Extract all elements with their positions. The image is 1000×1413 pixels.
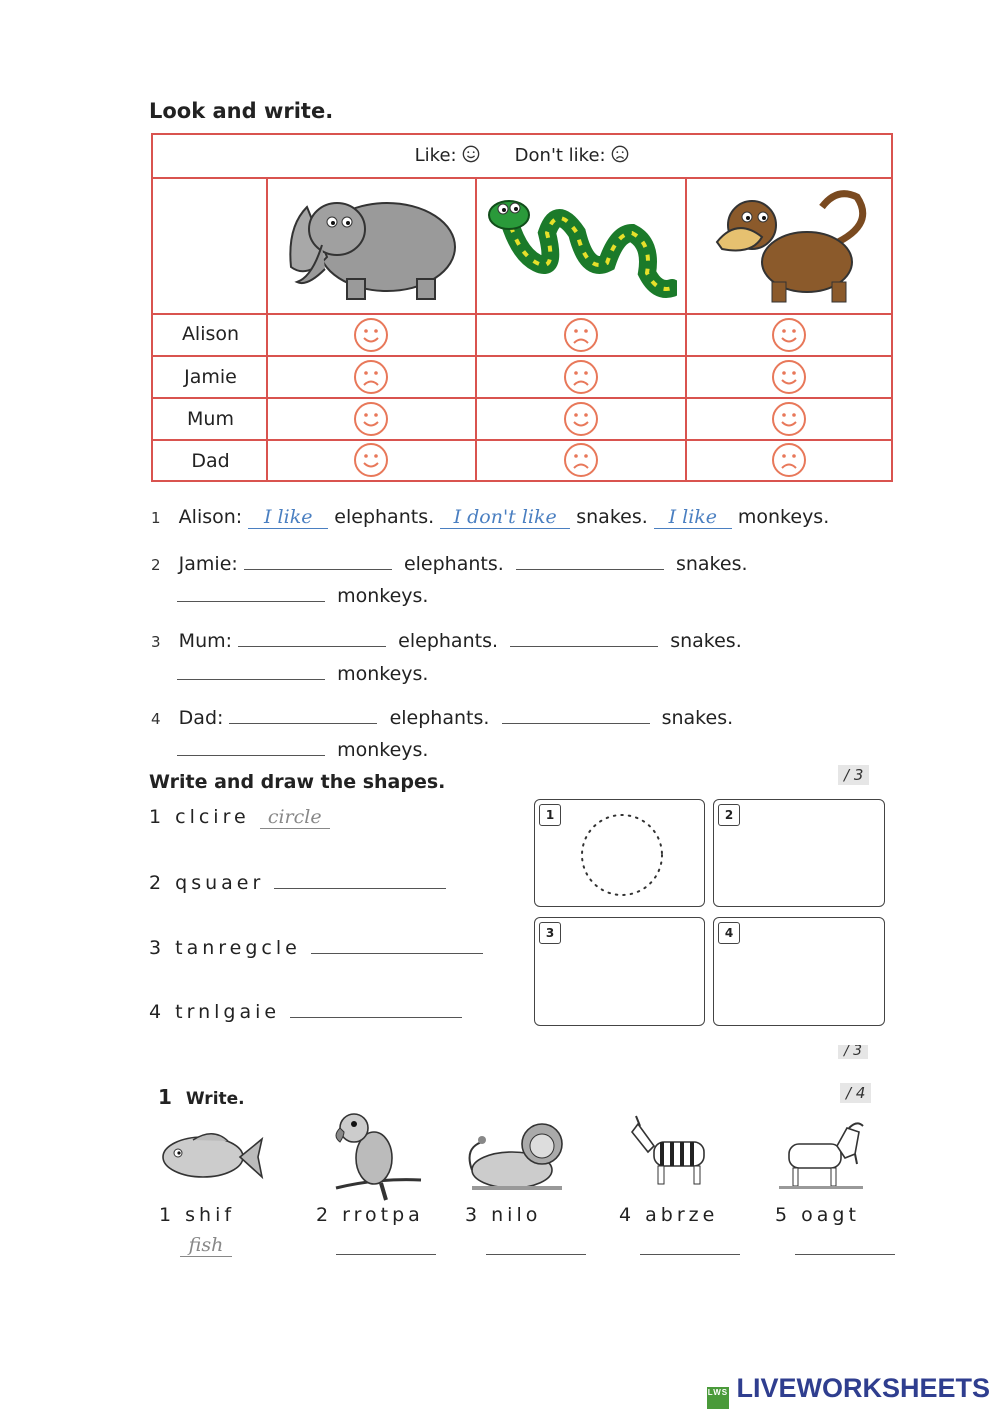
- answer-1a[interactable]: I like: [248, 506, 328, 529]
- sentence-3: 3 Mum: elephants. snakes.: [151, 630, 742, 652]
- answer-1c[interactable]: I like: [654, 506, 732, 529]
- legend-dont-like: Don't like:: [514, 145, 606, 166]
- animal-blank-5[interactable]: [795, 1236, 895, 1255]
- animal-answer-1[interactable]: fish: [180, 1234, 232, 1257]
- row-label-dad: Dad: [191, 450, 230, 472]
- sentence-2: 2 Jamie: elephants. snakes.: [151, 553, 748, 575]
- happy-face-icon: [353, 442, 389, 478]
- zebra-icon: [624, 1110, 716, 1190]
- blank-3c[interactable]: [177, 661, 325, 680]
- blank-4a[interactable]: [229, 705, 377, 724]
- sentence-4-cont: monkeys.: [177, 737, 428, 761]
- shape-blank-4[interactable]: [290, 999, 462, 1018]
- animal-blank-2[interactable]: [336, 1236, 436, 1255]
- answer-1b[interactable]: I don't like: [440, 506, 570, 529]
- animal-item-5: 5 oagt: [775, 1204, 860, 1226]
- sentence-2-cont: monkeys.: [177, 583, 428, 607]
- smiley-icon: [462, 145, 480, 163]
- liveworksheets-logo: LWS LIVEWORKSHEETS: [707, 1373, 990, 1409]
- monkey-icon: [707, 187, 877, 307]
- sentence-1: 1 Alison: I like elephants. I don't like snakes. I like monkeys.: [151, 506, 830, 528]
- sentence-3-cont: monkeys.: [177, 661, 428, 685]
- score-section1: / 3: [838, 765, 869, 785]
- blank-2c[interactable]: [177, 583, 325, 602]
- blank-2a[interactable]: [244, 551, 392, 570]
- blank-3a[interactable]: [238, 628, 386, 647]
- draw-box-2[interactable]: 2: [713, 799, 885, 907]
- draw-box-3[interactable]: 3: [534, 917, 705, 1026]
- draw-box-4[interactable]: 4: [713, 917, 885, 1026]
- animal-item-1: 1 shif: [159, 1204, 236, 1226]
- shape-item-2: 2 qsuaer: [149, 870, 446, 894]
- sad-face-icon: [563, 359, 599, 395]
- draw-box-1[interactable]: 1: [534, 799, 705, 907]
- section2-title: Write and draw the shapes.: [149, 771, 446, 793]
- dotted-circle-icon: [577, 810, 667, 900]
- sad-face-icon: [771, 442, 807, 478]
- score-section3: / 4: [840, 1083, 871, 1103]
- fish-icon: [158, 1125, 264, 1185]
- happy-face-icon: [353, 317, 389, 353]
- row-label-mum: Mum: [187, 408, 234, 430]
- animal-item-2: 2 rrotpa: [316, 1204, 424, 1226]
- animal-item-3: 3 nilo: [465, 1204, 542, 1226]
- row-label-alison: Alison: [181, 323, 240, 345]
- goat-icon: [775, 1120, 865, 1192]
- score-section2: / 3: [838, 1045, 868, 1059]
- happy-face-icon: [771, 317, 807, 353]
- shape-blank-3[interactable]: [311, 935, 483, 954]
- blank-3b[interactable]: [510, 628, 658, 647]
- section3-title: 1 Write.: [158, 1085, 245, 1109]
- section1-title: Look and write.: [149, 99, 334, 123]
- happy-face-icon: [353, 401, 389, 437]
- blank-4b[interactable]: [502, 705, 650, 724]
- lion-icon: [462, 1118, 566, 1194]
- sentence-4: 4 Dad: elephants. snakes.: [151, 707, 734, 729]
- sad-face-icon: [353, 359, 389, 395]
- shape-item-4: 4 trnlgaie: [149, 999, 462, 1023]
- sad-face-icon: [563, 442, 599, 478]
- snake-icon: [487, 193, 677, 303]
- animal-blank-3[interactable]: [486, 1236, 586, 1255]
- elephant-icon: [277, 187, 467, 305]
- shape-blank-2[interactable]: [274, 870, 446, 889]
- animal-blank-4[interactable]: [640, 1236, 740, 1255]
- sad-face-icon: [563, 317, 599, 353]
- parrot-icon: [326, 1108, 426, 1203]
- happy-face-icon: [771, 359, 807, 395]
- shape-answer-1[interactable]: circle: [260, 806, 330, 829]
- legend-like: Like:: [414, 145, 457, 166]
- row-label-jamie: Jamie: [184, 366, 237, 388]
- legend: [153, 145, 891, 166]
- shape-item-3: 3 tanregcle: [149, 935, 483, 959]
- lws-badge-icon: LWS: [707, 1387, 729, 1409]
- animal-item-4: 4 abrze: [619, 1204, 719, 1226]
- happy-face-icon: [771, 401, 807, 437]
- blank-2b[interactable]: [516, 551, 664, 570]
- frowny-icon: [611, 145, 629, 163]
- happy-face-icon: [563, 401, 599, 437]
- like-table: [151, 133, 893, 482]
- shape-item-1: 1 clcire circle: [149, 806, 330, 829]
- blank-4c[interactable]: [177, 737, 325, 756]
